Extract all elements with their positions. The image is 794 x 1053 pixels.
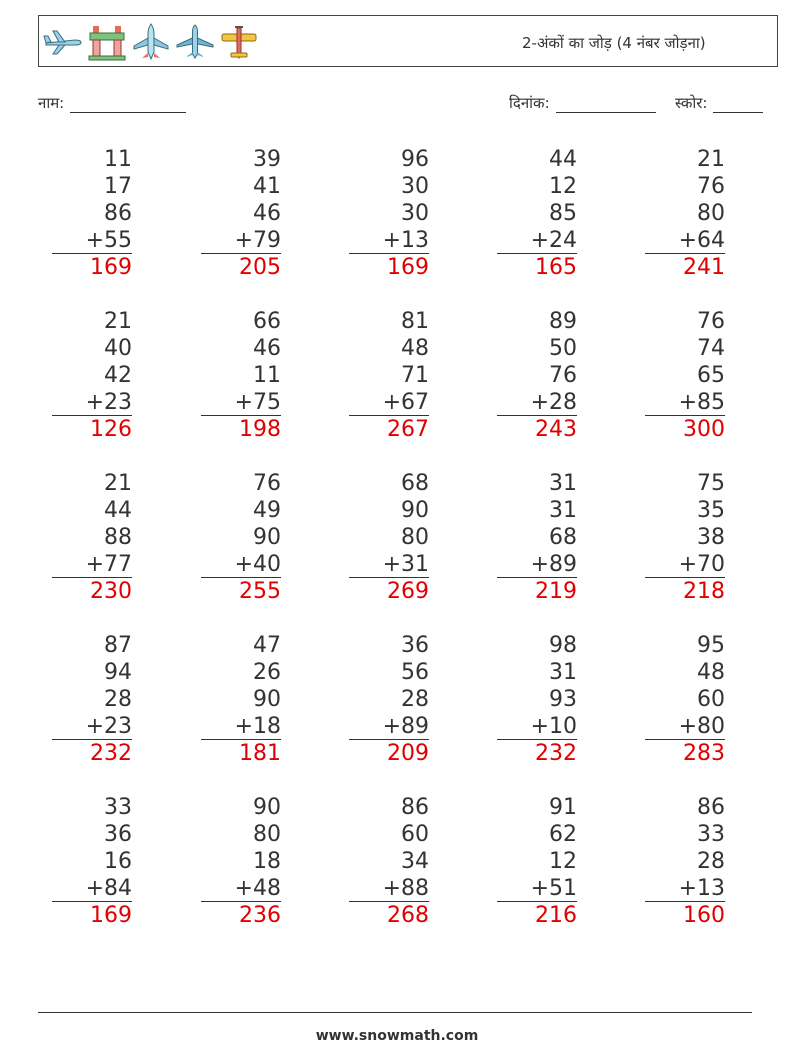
addend: 28 [104,687,132,712]
addend: 33 [104,795,132,820]
addend: +75 [201,389,281,416]
answer: 241 [683,255,725,280]
problem-3-2 [201,470,281,605]
addend: 60 [697,687,725,712]
addend: 90 [253,795,281,820]
problem-2-1 [52,308,132,443]
answer: 243 [535,417,577,442]
footer-divider [38,1012,752,1013]
problem-5-4 [497,794,577,929]
addend: +80 [645,713,725,740]
answer: 209 [387,741,429,766]
header-box [38,15,778,67]
addend: 46 [253,336,281,361]
addend: 90 [401,498,429,523]
answer: 300 [683,417,725,442]
problem-3-3 [349,470,429,605]
addend: 30 [401,201,429,226]
addend: 98 [549,633,577,658]
addend: 80 [401,525,429,550]
addend: 68 [549,525,577,550]
answer: 267 [387,417,429,442]
problem-4-4 [497,632,577,767]
addend: 17 [104,174,132,199]
addend: +48 [201,875,281,902]
answer: 232 [90,741,132,766]
answer: 230 [90,579,132,604]
addend: 11 [104,147,132,172]
addend: 42 [104,363,132,388]
addend: 74 [697,336,725,361]
answer: 268 [387,903,429,928]
answer: 236 [239,903,281,928]
addend: 96 [401,147,429,172]
addend: +89 [497,551,577,578]
addend: +67 [349,389,429,416]
score-line[interactable] [713,98,763,113]
addend: 28 [697,849,725,874]
addend: +85 [645,389,725,416]
addend: +64 [645,227,725,254]
airliner-icon [175,22,215,62]
answer: 219 [535,579,577,604]
addend: 94 [104,660,132,685]
addend: 31 [549,660,577,685]
addend: +13 [645,875,725,902]
answer: 218 [683,579,725,604]
addend: 71 [401,363,429,388]
answer: 181 [239,741,281,766]
addend: 12 [549,849,577,874]
answer: 198 [239,417,281,442]
addend: 86 [104,201,132,226]
problem-1-4 [497,146,577,281]
problem-3-5 [645,470,725,605]
name-label: नाम: [38,94,65,112]
addend: +24 [497,227,577,254]
answer: 169 [387,255,429,280]
addend: 48 [697,660,725,685]
answer: 126 [90,417,132,442]
problem-5-3 [349,794,429,929]
problem-4-1 [52,632,132,767]
addend: 44 [549,147,577,172]
score-label: स्कोर: [675,94,708,112]
answer: 205 [239,255,281,280]
name-line[interactable] [70,98,186,113]
addend: 28 [401,687,429,712]
addend: 90 [253,687,281,712]
addend: 76 [549,363,577,388]
addend: 49 [253,498,281,523]
addend: +23 [52,713,132,740]
addend: 85 [549,201,577,226]
addend: 60 [401,822,429,847]
addend: 50 [549,336,577,361]
problem-5-2 [201,794,281,929]
addend: 44 [104,498,132,523]
addend: 11 [253,363,281,388]
addend: 21 [104,471,132,496]
addend: 68 [401,471,429,496]
addend: 66 [253,309,281,334]
addend: 46 [253,201,281,226]
answer: 169 [90,903,132,928]
problem-1-2 [201,146,281,281]
worksheet-title: 2-अंकों का जोड़ (4 नंबर जोड़ना) [522,34,706,52]
addend: 36 [401,633,429,658]
answer: 269 [387,579,429,604]
addend: 76 [253,471,281,496]
addend: 35 [697,498,725,523]
addend: 47 [253,633,281,658]
problem-3-4 [497,470,577,605]
problem-1-5 [645,146,725,281]
addend: +28 [497,389,577,416]
addend: +77 [52,551,132,578]
addend: 31 [549,471,577,496]
answer: 283 [683,741,725,766]
score-field [675,93,763,113]
date-field [509,93,656,113]
addend: +40 [201,551,281,578]
addend: 75 [697,471,725,496]
problem-4-2 [201,632,281,767]
addend: +13 [349,227,429,254]
addend: +10 [497,713,577,740]
addend: 21 [697,147,725,172]
date-line[interactable] [556,98,656,113]
addend: 26 [253,660,281,685]
addend: 80 [253,822,281,847]
gate-icon [87,22,127,62]
addend: 62 [549,822,577,847]
problem-2-5 [645,308,725,443]
problem-2-2 [201,308,281,443]
answer: 255 [239,579,281,604]
problem-1-1 [52,146,132,281]
addend: +18 [201,713,281,740]
airplane-icon [43,27,83,57]
addend: 86 [401,795,429,820]
addend: 30 [401,174,429,199]
answer: 216 [535,903,577,928]
problem-1-3 [349,146,429,281]
answer: 165 [535,255,577,280]
addend: 18 [253,849,281,874]
addend: 93 [549,687,577,712]
problem-4-5 [645,632,725,767]
answer: 160 [683,903,725,928]
addend: 81 [401,309,429,334]
addend: 87 [104,633,132,658]
addend: 95 [697,633,725,658]
addend: 16 [104,849,132,874]
addend: 48 [401,336,429,361]
addend: +84 [52,875,132,902]
propeller-plane-icon [219,22,259,62]
addend: 33 [697,822,725,847]
addend: 39 [253,147,281,172]
addend: +55 [52,227,132,254]
problem-2-4 [497,308,577,443]
problem-3-1 [52,470,132,605]
addend: 21 [104,309,132,334]
fighter-jet-icon [131,22,171,62]
addend: +70 [645,551,725,578]
addend: 36 [104,822,132,847]
date-label: दिनांक: [509,94,550,112]
answer: 232 [535,741,577,766]
name-field [38,93,186,113]
addend: +31 [349,551,429,578]
addend: 91 [549,795,577,820]
addend: 56 [401,660,429,685]
addend: +23 [52,389,132,416]
addend: 89 [549,309,577,334]
addend: 65 [697,363,725,388]
addend: 88 [104,525,132,550]
addend: 76 [697,309,725,334]
problem-4-3 [349,632,429,767]
footer-site: www.snowmath.com [315,1028,479,1044]
addend: 38 [697,525,725,550]
addend: +89 [349,713,429,740]
addend: 90 [253,525,281,550]
addend: 40 [104,336,132,361]
addend: +88 [349,875,429,902]
addend: 12 [549,174,577,199]
addend: 31 [549,498,577,523]
problem-2-3 [349,308,429,443]
addend: +79 [201,227,281,254]
addend: 41 [253,174,281,199]
problem-5-5 [645,794,725,929]
addend: 86 [697,795,725,820]
addend: 80 [697,201,725,226]
addend: +51 [497,875,577,902]
addend: 34 [401,849,429,874]
problem-5-1 [52,794,132,929]
icon-strip [43,22,259,62]
answer: 169 [90,255,132,280]
addend: 76 [697,174,725,199]
